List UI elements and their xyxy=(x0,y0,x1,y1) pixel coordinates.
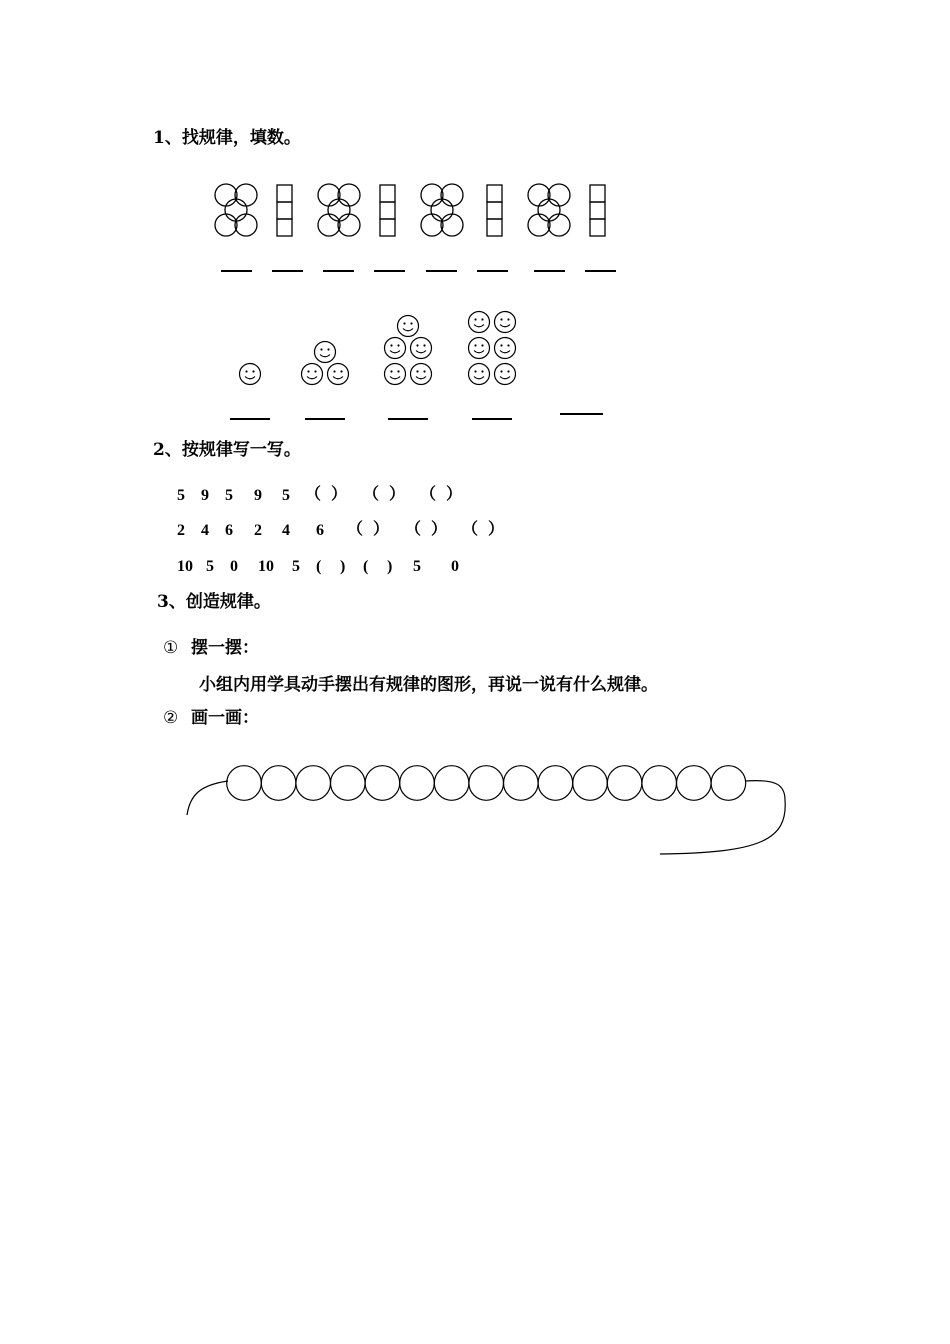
seq3-item: 0 xyxy=(451,558,459,575)
seq3-item: 10 xyxy=(258,558,274,575)
seq3-paren-close: ) xyxy=(387,558,393,575)
section-1-title: 1、找规律，填数。 xyxy=(153,128,301,148)
four-circle-cluster-1 xyxy=(215,184,257,236)
seq3-paren-open: ( xyxy=(363,558,369,575)
item-1-marker: ① xyxy=(163,638,179,658)
seq1-item: 5 xyxy=(282,487,290,504)
item-2-marker: ② xyxy=(163,708,179,728)
section-2-title: 2、按规律写一写。 xyxy=(153,440,301,460)
seq2-paren-close: ） xyxy=(488,521,505,538)
item-2-label: 画一画： xyxy=(191,708,259,728)
four-circle-cluster-4 xyxy=(528,184,570,236)
section-3-title: 3、创造规律。 xyxy=(157,592,271,612)
seq3-item: 5 xyxy=(413,558,421,575)
seq2-item: 6 xyxy=(225,522,233,539)
seq2-paren-open: （ xyxy=(347,521,364,538)
smiley-group-3 xyxy=(385,316,432,385)
seq3-item: 5 xyxy=(292,558,300,575)
row2-blanks xyxy=(230,414,603,419)
seq1-paren-open: （ xyxy=(305,486,322,503)
box-stack-4 xyxy=(590,185,605,236)
seq2-item: 4 xyxy=(282,522,290,539)
seq1-item: 9 xyxy=(201,487,209,504)
seq2-paren-open: （ xyxy=(462,521,479,538)
item-1-label: 摆一摆： xyxy=(191,638,259,658)
smiley-group-1 xyxy=(240,364,261,385)
seq1-item: 5 xyxy=(177,487,185,504)
seq1-paren-open: （ xyxy=(363,486,380,503)
bead-string xyxy=(187,766,785,854)
seq2-item: 2 xyxy=(177,522,185,539)
seq2-item: 4 xyxy=(201,522,209,539)
smiley-group-2 xyxy=(302,342,349,385)
seq3-paren-close: ) xyxy=(340,558,346,575)
seq1-item: 9 xyxy=(254,487,262,504)
seq1-paren-open: （ xyxy=(420,486,437,503)
seq1-paren-close: ） xyxy=(446,486,463,503)
seq2-item: 6 xyxy=(316,522,324,539)
box-stack-3 xyxy=(487,185,502,236)
seq3-item: 5 xyxy=(206,558,214,575)
box-stack-1 xyxy=(277,185,292,236)
seq2-item: 2 xyxy=(254,522,262,539)
seq2-paren-close: ） xyxy=(431,521,448,538)
item-1-text: 小组内用学具动手摆出有规律的图形，再说一说有什么规律。 xyxy=(199,675,658,695)
smiley-group-4 xyxy=(469,312,516,385)
seq2-paren-open: （ xyxy=(405,521,422,538)
four-circle-cluster-2 xyxy=(318,184,360,236)
seq3-paren-open: ( xyxy=(316,558,322,575)
four-circle-cluster-3 xyxy=(421,184,463,236)
seq3-item: 0 xyxy=(230,558,238,575)
box-stack-2 xyxy=(380,185,395,236)
seq2-paren-close: ） xyxy=(373,521,390,538)
seq3-item: 10 xyxy=(177,558,193,575)
seq1-paren-close: ） xyxy=(331,486,348,503)
seq1-paren-close: ） xyxy=(389,486,406,503)
seq1-item: 5 xyxy=(225,487,233,504)
